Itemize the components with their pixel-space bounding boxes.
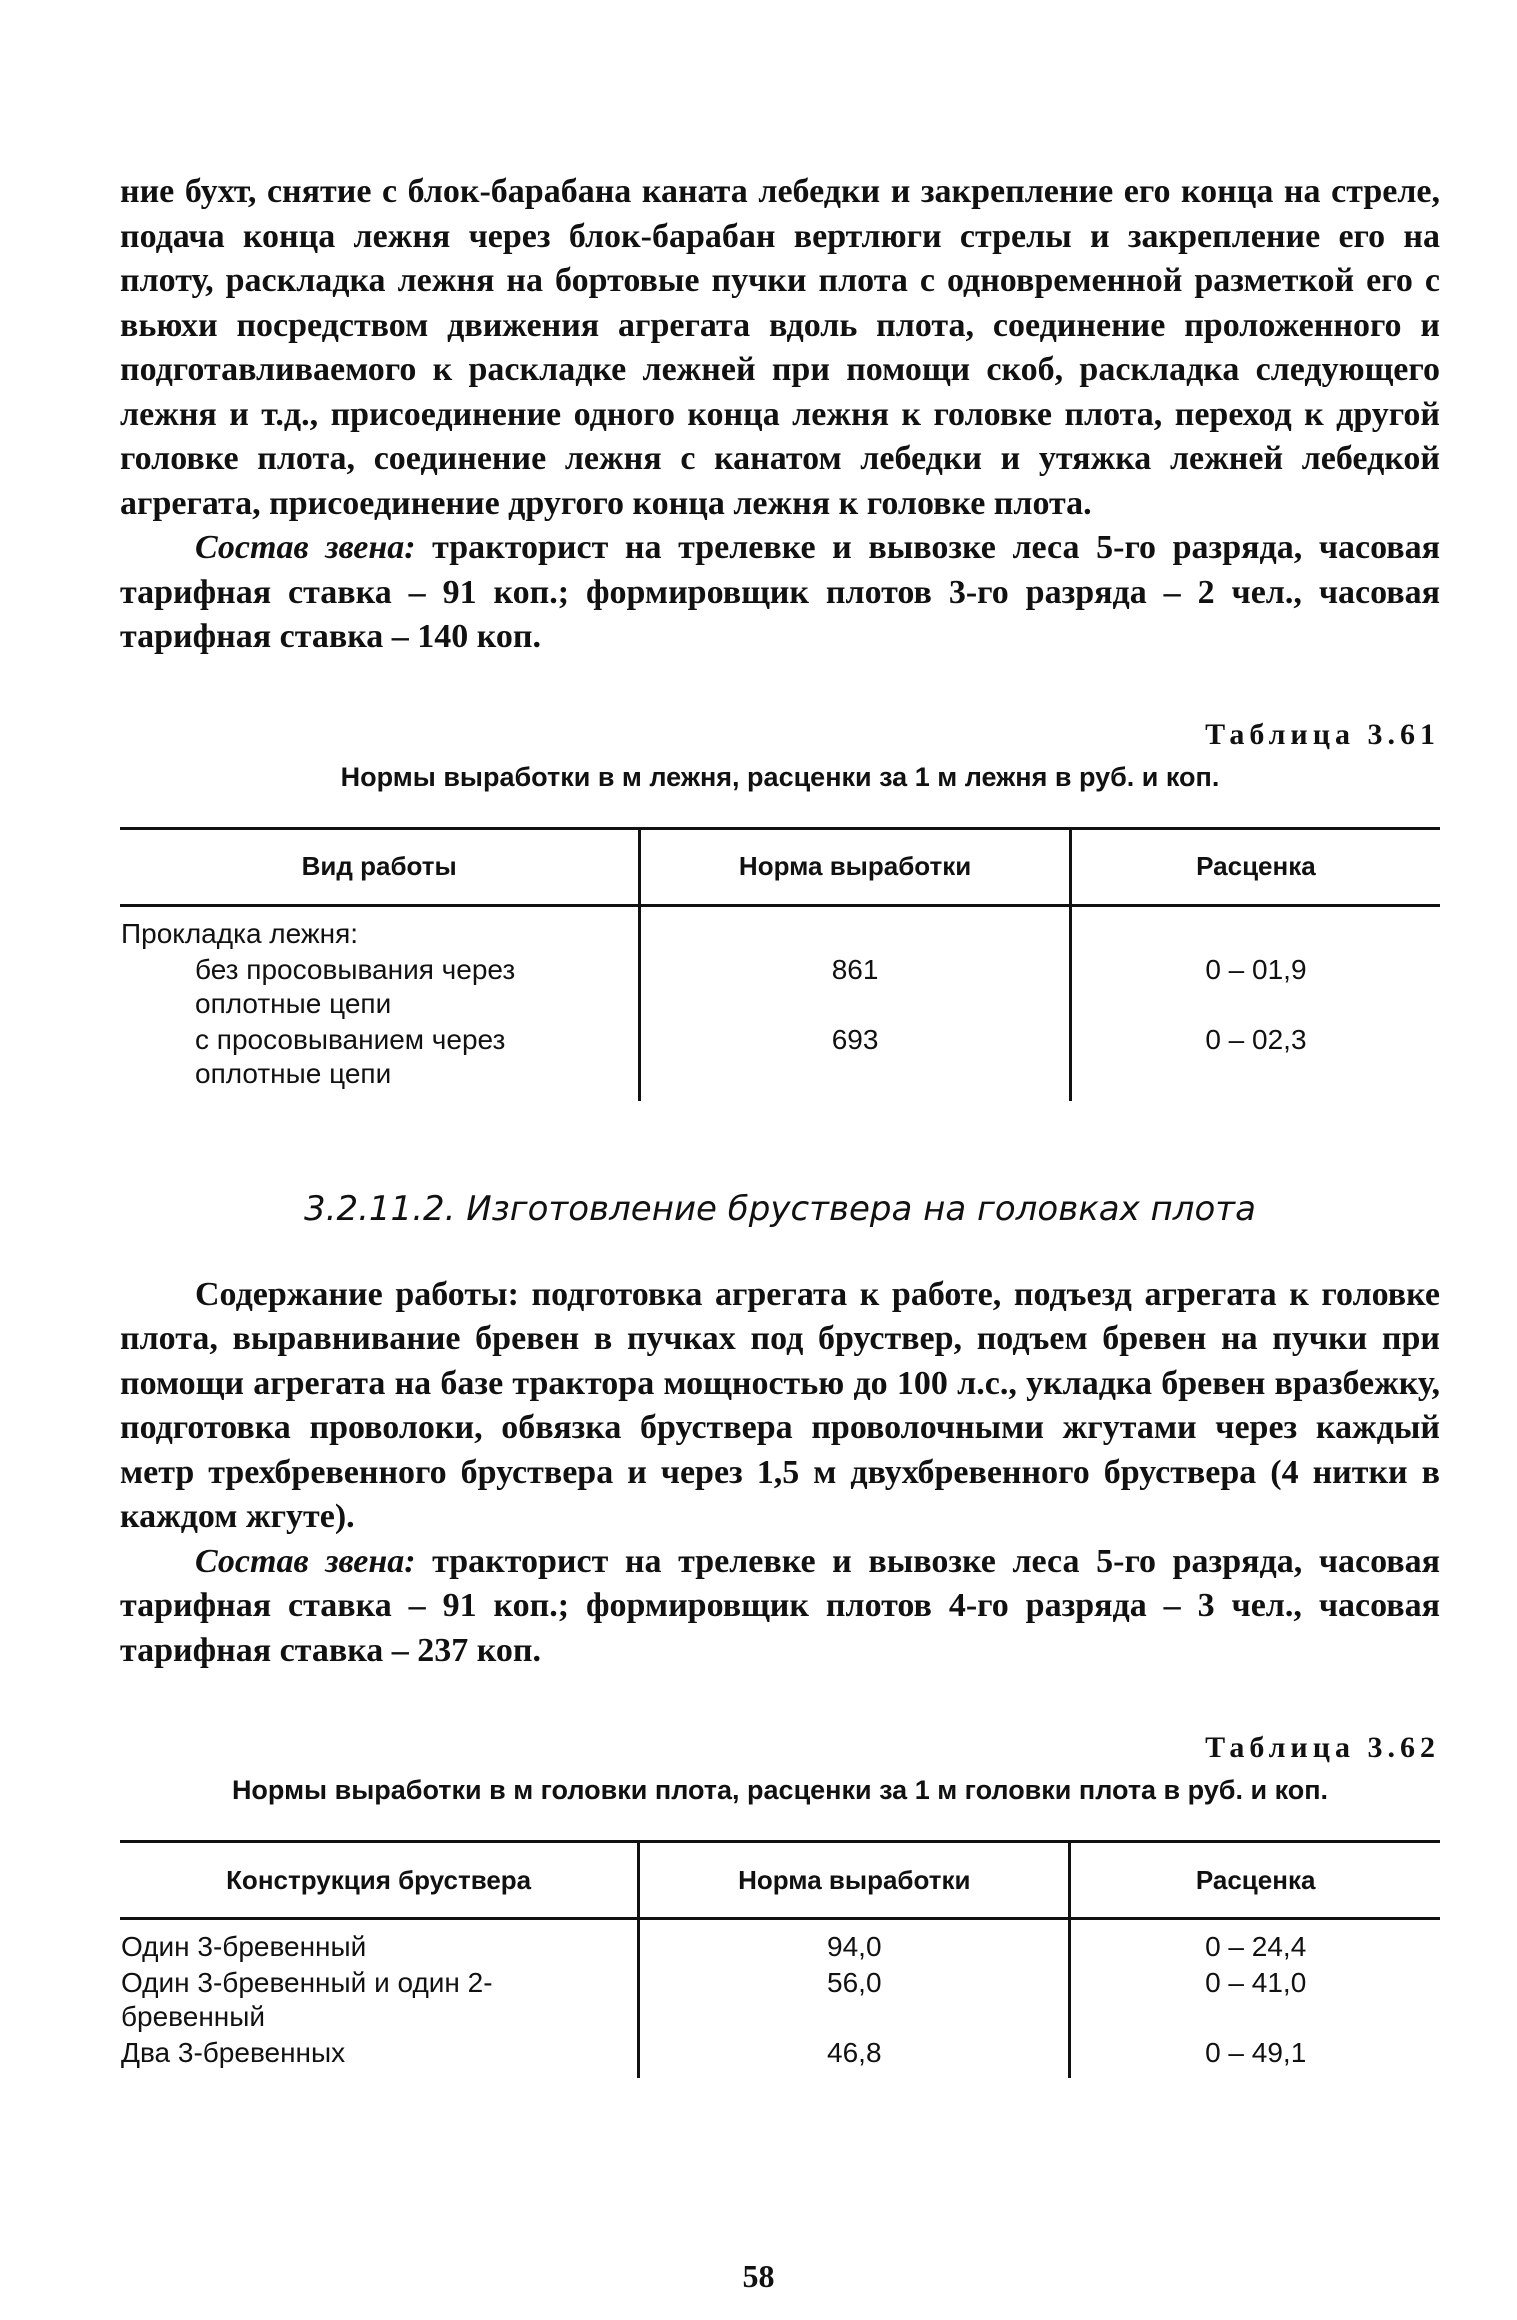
row-rate: 0 – 01,9 (1070, 952, 1440, 1022)
row-norm: 56,0 (639, 1965, 1070, 2035)
row-norm: 693 (640, 1022, 1071, 1101)
row-name: без просовывания через оплотные цепи (195, 953, 516, 1019)
table-3-61 (120, 827, 1440, 1101)
row-name: Один 3-бревенный (121, 1931, 367, 1962)
row-rate: 0 – 02,3 (1070, 1022, 1440, 1101)
table-row (120, 1919, 1440, 1966)
section-content: Содержание работы: подготовка агрегата к работе, подъезд агрегата к головке плота, выравнивание бревен в пучках под бруствер, подъем бревен на пучки при помощи агрегата на базе трактора мощностью до 100 л.с., укладка бревен вразбежку, подготовка проволоки, обвязка бруствера проволочными жгутами через каждый метр трехбревенного бруствера и через 1,5 м двухбревенного бруствера (4 нитки в каждом жгуте). (120, 1275, 1440, 1535)
crew-paragraph-1 (120, 526, 1440, 660)
table-label-3-62: Таблица 3.62 (1205, 1731, 1440, 1764)
table-header-row (120, 1842, 1440, 1919)
row-norm: 94,0 (639, 1919, 1070, 1966)
row-norm: 861 (640, 952, 1071, 1022)
row-rate: 0 – 49,1 (1070, 2035, 1440, 2078)
document-page (120, 170, 1440, 2078)
section-title: 3.2.11.2. Изготовление бруствера на головках плота (304, 1188, 1256, 1229)
crew-text-2: тракторист на трелевке и вывозке леса 5-го разряда, часовая тарифная ставка – 91 коп.; формировщик плотов 4-го разряда – 3 чел., часовая тарифная ставка – 237 коп. (120, 1542, 1440, 1669)
row-norm: 46,8 (639, 2035, 1070, 2078)
intro-paragraph: ние бухт, снятие с блок-барабана каната лебедки и закрепление его конца на стреле, подача конца лежня через блок-барабан вертлюги стрелы и закрепление его на плоту, раскладка лежня на бортовые пучки плота с одновременной разметкой его с вьюхи посредством движения агрегата вдоль плота, соединение проложенного и подготавливаемого к раскладке лежней при помощи скоб, раскладка следующего лежня и т.д., присоединение одного конца лежня к головке плота, переход к другой головке плота, соединение лежня с канатом лебедки и утяжка лежней лебедкой агрегата, присоединение другого конца лежня к головке плота. (120, 173, 1440, 522)
table-row (120, 1022, 1440, 1101)
table-row (120, 952, 1440, 1022)
crew-label-2: Состав звена: (195, 1542, 416, 1580)
column-header-rate: Расценка (1070, 1842, 1440, 1919)
table-caption-3-62: Нормы выработки в м головки плота, расценки за 1 м головки плота в руб. и коп. (231, 1775, 1329, 1805)
column-header-norm: Норма выработки (639, 1842, 1070, 1919)
row-name: Один 3-бревенный и один 2-бревенный (121, 1967, 493, 2032)
crew-label-1: Состав звена: (195, 529, 416, 566)
row-rate: 0 – 24,4 (1070, 1919, 1440, 1966)
row-name: с просовыванием через оплотные цепи (195, 1023, 506, 1089)
crew-text-1: тракторист на трелевке и вывозке леса 5-го разряда, часовая тарифная ставка – 91 коп.; формировщик плотов 3-го разряда – 2 чел., часовая тарифная ставка – 140 коп. (120, 529, 1440, 655)
row-name: Два 3-бревенных (121, 2037, 346, 2068)
table-3-62 (120, 1840, 1440, 2078)
column-header-work-type: Вид работы (120, 828, 640, 905)
row-rate: 0 – 41,0 (1070, 1965, 1440, 2035)
table-row (120, 1965, 1440, 2035)
group-label: Прокладка лежня: (121, 917, 359, 949)
table-group-row (120, 905, 1440, 952)
crew-paragraph-2 (120, 1540, 1440, 1674)
page-number: 58 (742, 2258, 775, 2294)
column-header-construction: Конструкция бруствера (120, 1842, 639, 1919)
table-row (120, 2035, 1440, 2078)
table-label-3-61: Таблица 3.61 (1205, 717, 1440, 751)
column-header-rate: Расценка (1070, 828, 1440, 905)
table-header-row (120, 828, 1440, 905)
column-header-norm: Норма выработки (640, 828, 1071, 905)
table-caption-3-61: Нормы выработки в м лежня, расценки за 1 м лежня в руб. и коп. (340, 761, 1220, 792)
